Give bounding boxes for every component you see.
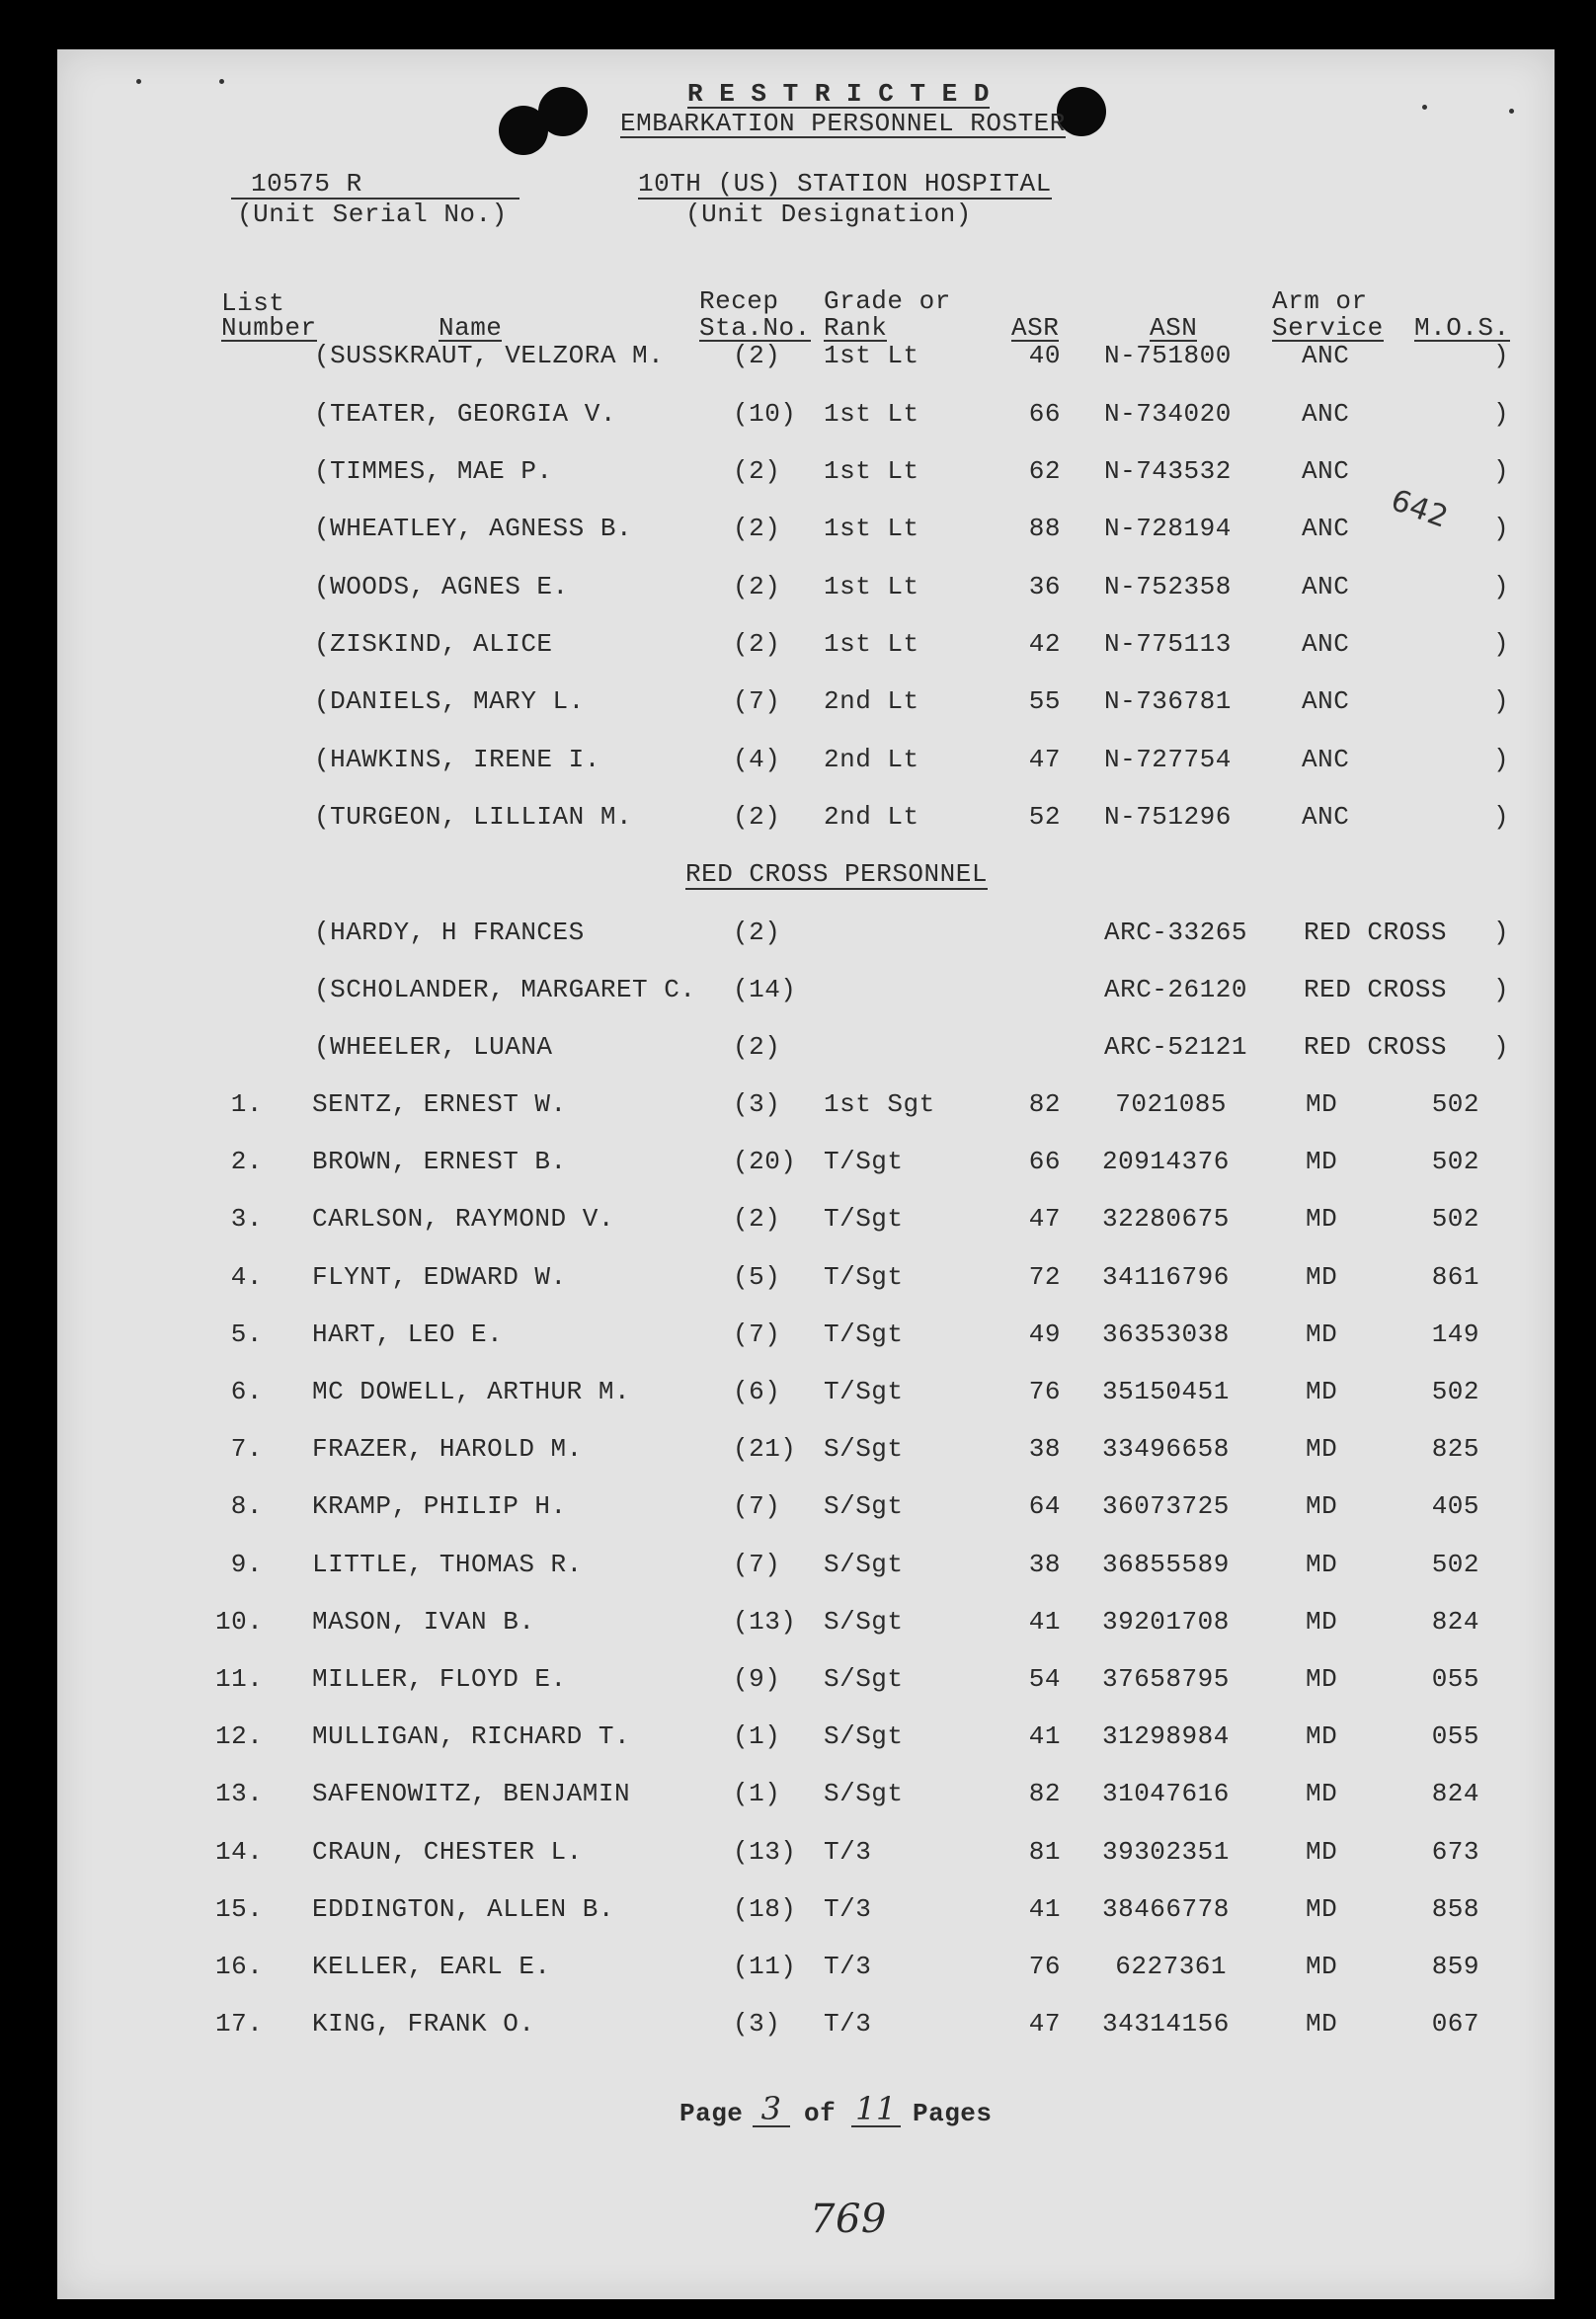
mos-cell: 055 — [1431, 1721, 1479, 1751]
mos-cell: 859 — [1431, 1952, 1479, 1981]
asn-cell: 35150451 — [1102, 1377, 1230, 1406]
asr-cell: 36 — [1028, 572, 1061, 601]
name-cell: CARLSON, RAYMOND V. — [312, 1204, 614, 1234]
col-list-number-1: List — [221, 288, 285, 318]
list-number-cell: 5. — [230, 1319, 263, 1349]
asn-cell: 38466778 — [1102, 1894, 1230, 1924]
arm-cell: RED CROSS — [1304, 918, 1447, 947]
bracket-cell: ) — [1493, 745, 1510, 774]
unit-serial-label: (Unit Serial No.) — [237, 200, 508, 229]
arm-cell: MD — [1306, 1434, 1338, 1464]
arm-cell: RED CROSS — [1304, 975, 1447, 1004]
arm-cell: MD — [1306, 1147, 1338, 1176]
asr-cell: 64 — [1028, 1491, 1061, 1521]
unit-serial-value: 10575 R — [231, 170, 519, 200]
asr-cell: 38 — [1028, 1434, 1061, 1464]
arm-cell: ANC — [1302, 456, 1350, 486]
arm-cell: ANC — [1302, 802, 1350, 832]
grade-cell: S/Sgt — [824, 1779, 904, 1808]
asn-cell: ARC-33265 — [1104, 918, 1247, 947]
station-cell: (7) — [733, 1550, 781, 1579]
station-cell: (2) — [733, 1204, 781, 1234]
name-cell: HART, LEO E. — [312, 1319, 504, 1349]
list-number-cell: 7. — [230, 1434, 263, 1464]
station-cell: (9) — [733, 1664, 781, 1694]
asr-cell: 41 — [1028, 1894, 1061, 1924]
asn-cell: 6227361 — [1115, 1952, 1227, 1981]
grade-cell: 1st Lt — [824, 572, 919, 601]
station-cell: (2) — [733, 1032, 781, 1062]
grade-cell: T/3 — [824, 1837, 872, 1867]
list-number-cell: 1. — [230, 1089, 263, 1119]
col-grade-2: Rank — [824, 313, 888, 343]
station-cell: (4) — [733, 745, 781, 774]
asn-cell: N-751296 — [1104, 802, 1232, 832]
station-cell: (2) — [733, 629, 781, 659]
arm-cell: MD — [1306, 1952, 1338, 1981]
col-recep-1: Recep — [699, 286, 779, 316]
bracket-cell: ) — [1493, 1032, 1510, 1062]
page-total: 11 — [851, 2092, 901, 2127]
asn-cell: 20914376 — [1102, 1147, 1230, 1176]
name-cell: (ZISKIND, ALICE — [314, 629, 553, 659]
asn-cell: 34116796 — [1102, 1262, 1230, 1292]
col-asr: ASR — [1011, 313, 1060, 343]
col-asn: ASN — [1150, 313, 1198, 343]
grade-cell: T/Sgt — [824, 1147, 904, 1176]
asn-cell: N-727754 — [1104, 745, 1232, 774]
document-title: EMBARKATION PERSONNEL ROSTER — [620, 109, 1066, 138]
station-cell: (1) — [733, 1721, 781, 1751]
grade-cell: S/Sgt — [824, 1607, 904, 1637]
arm-cell: ANC — [1302, 745, 1350, 774]
name-cell: KING, FRANK O. — [312, 2009, 535, 2039]
asn-cell: 36353038 — [1102, 1319, 1230, 1349]
margin-note: 642 — [1386, 483, 1453, 535]
grade-cell: T/3 — [824, 1894, 872, 1924]
list-number-cell: 12. — [215, 1721, 264, 1751]
name-cell: EDDINGTON, ALLEN B. — [312, 1894, 614, 1924]
speck — [219, 79, 224, 84]
name-cell: SAFENOWITZ, BENJAMIN — [312, 1779, 631, 1808]
asr-cell: 47 — [1028, 2009, 1061, 2039]
grade-cell: 1st Sgt — [824, 1089, 935, 1119]
grade-cell: 2nd Lt — [824, 802, 919, 832]
name-cell: (TURGEON, LILLIAN M. — [314, 802, 633, 832]
station-cell: (14) — [733, 975, 797, 1004]
of-label: of — [804, 2099, 837, 2128]
mos-cell: 673 — [1431, 1837, 1479, 1867]
asn-cell: 7021085 — [1115, 1089, 1227, 1119]
station-cell: (11) — [733, 1952, 797, 1981]
asn-cell: N-775113 — [1104, 629, 1232, 659]
list-number-cell: 17. — [215, 2009, 264, 2039]
list-number-cell: 8. — [230, 1491, 263, 1521]
asn-cell: ARC-26120 — [1104, 975, 1247, 1004]
list-number-cell: 4. — [230, 1262, 263, 1292]
grade-cell: S/Sgt — [824, 1664, 904, 1694]
asn-cell: 36073725 — [1102, 1491, 1230, 1521]
arm-cell: MD — [1306, 1262, 1338, 1292]
name-cell: FRAZER, HAROLD M. — [312, 1434, 583, 1464]
arm-cell: MD — [1306, 1721, 1338, 1751]
arm-cell: ANC — [1302, 341, 1350, 370]
asr-cell: 76 — [1028, 1952, 1061, 1981]
arm-cell: MD — [1306, 1377, 1338, 1406]
list-number-cell: 13. — [215, 1779, 264, 1808]
asn-cell: 34314156 — [1102, 2009, 1230, 2039]
grade-cell: T/Sgt — [824, 1377, 904, 1406]
grade-cell: S/Sgt — [824, 1721, 904, 1751]
grade-cell: S/Sgt — [824, 1434, 904, 1464]
name-cell: (HARDY, H FRANCES — [314, 918, 585, 947]
asr-cell: 82 — [1028, 1089, 1061, 1119]
station-cell: (2) — [733, 572, 781, 601]
station-cell: (2) — [733, 514, 781, 543]
name-cell: MILLER, FLOYD E. — [312, 1664, 567, 1694]
name-cell: (WOODS, AGNES E. — [314, 572, 569, 601]
name-cell: (SCHOLANDER, MARGARET C. — [314, 975, 696, 1004]
arm-cell: MD — [1306, 1607, 1338, 1637]
asr-cell: 82 — [1028, 1779, 1061, 1808]
arm-cell: MD — [1306, 1491, 1338, 1521]
name-cell: SENTZ, ERNEST W. — [312, 1089, 567, 1119]
station-cell: (20) — [733, 1147, 797, 1176]
punch-hole-left-2 — [538, 87, 588, 136]
grade-cell: S/Sgt — [824, 1491, 904, 1521]
asr-cell: 88 — [1028, 514, 1061, 543]
name-cell: BROWN, ERNEST B. — [312, 1147, 567, 1176]
asr-cell: 66 — [1028, 1147, 1061, 1176]
asn-cell: 37658795 — [1102, 1664, 1230, 1694]
asn-cell: N-728194 — [1104, 514, 1232, 543]
mos-cell: 502 — [1431, 1204, 1479, 1234]
station-cell: (7) — [733, 686, 781, 716]
list-number-cell: 10. — [215, 1607, 264, 1637]
name-cell: MC DOWELL, ARTHUR M. — [312, 1377, 631, 1406]
name-cell: (WHEATLEY, AGNESS B. — [314, 514, 633, 543]
asn-cell: ARC-52121 — [1104, 1032, 1247, 1062]
station-cell: (7) — [733, 1319, 781, 1349]
asr-cell: 38 — [1028, 1550, 1061, 1579]
list-number-cell: 11. — [215, 1664, 264, 1694]
name-cell: (DANIELS, MARY L. — [314, 686, 585, 716]
asr-cell: 52 — [1028, 802, 1061, 832]
asn-cell: 36855589 — [1102, 1550, 1230, 1579]
col-grade-1: Grade or — [824, 286, 951, 316]
col-name: Name — [439, 313, 503, 343]
name-cell: (TIMMES, MAE P. — [314, 456, 553, 486]
asr-cell: 81 — [1028, 1837, 1061, 1867]
asn-cell: N-734020 — [1104, 399, 1232, 429]
asn-cell: 31298984 — [1102, 1721, 1230, 1751]
arm-cell: MD — [1306, 1089, 1338, 1119]
grade-cell: T/3 — [824, 2009, 872, 2039]
mos-cell: 149 — [1431, 1319, 1479, 1349]
bracket-cell: ) — [1493, 456, 1510, 486]
list-number-cell: 15. — [215, 1894, 264, 1924]
station-cell: (13) — [733, 1607, 797, 1637]
list-number-cell: 6. — [230, 1377, 263, 1406]
stamp-number: 769 — [810, 2197, 887, 2242]
mos-cell: 502 — [1431, 1377, 1479, 1406]
name-cell: (TEATER, GEORGIA V. — [314, 399, 616, 429]
unit-designation-value: 10TH (US) STATION HOSPITAL — [638, 169, 1052, 199]
mos-cell: 055 — [1431, 1664, 1479, 1694]
asr-cell: 76 — [1028, 1377, 1061, 1406]
bracket-cell: ) — [1493, 399, 1510, 429]
page-number: 3 — [753, 2092, 790, 2127]
grade-cell: T/Sgt — [824, 1262, 904, 1292]
mos-cell: 502 — [1431, 1550, 1479, 1579]
asr-cell: 72 — [1028, 1262, 1061, 1292]
name-cell: (HAWKINS, IRENE I. — [314, 745, 600, 774]
asr-cell: 41 — [1028, 1607, 1061, 1637]
page-label: Page — [679, 2099, 744, 2128]
mos-cell: 825 — [1431, 1434, 1479, 1464]
grade-cell: 1st Lt — [824, 629, 919, 659]
station-cell: (7) — [733, 1491, 781, 1521]
station-cell: (2) — [733, 341, 781, 370]
bracket-cell: ) — [1493, 514, 1510, 543]
grade-cell: 2nd Lt — [824, 745, 919, 774]
asn-cell: 31047616 — [1102, 1779, 1230, 1808]
station-cell: (2) — [733, 918, 781, 947]
restricted-label: R E S T R I C T E D — [687, 79, 990, 109]
name-cell: MULLIGAN, RICHARD T. — [312, 1721, 631, 1751]
arm-cell: ANC — [1302, 572, 1350, 601]
station-cell: (13) — [733, 1837, 797, 1867]
grade-cell: S/Sgt — [824, 1550, 904, 1579]
asr-cell: 55 — [1028, 686, 1061, 716]
pages-label: Pages — [913, 2099, 993, 2128]
arm-cell: MD — [1306, 1550, 1338, 1579]
col-recep-2: Sta.No. — [699, 313, 811, 343]
asn-cell: 39201708 — [1102, 1607, 1230, 1637]
asr-cell: 66 — [1028, 399, 1061, 429]
grade-cell: T/Sgt — [824, 1204, 904, 1234]
grade-cell: 2nd Lt — [824, 686, 919, 716]
asr-cell: 62 — [1028, 456, 1061, 486]
name-cell: LITTLE, THOMAS R. — [312, 1550, 583, 1579]
arm-cell: ANC — [1302, 514, 1350, 543]
mos-cell: 405 — [1431, 1491, 1479, 1521]
asn-cell: N-743532 — [1104, 456, 1232, 486]
arm-cell: MD — [1306, 1894, 1338, 1924]
station-cell: (10) — [733, 399, 797, 429]
arm-cell: MD — [1306, 1779, 1338, 1808]
arm-cell: RED CROSS — [1304, 1032, 1447, 1062]
list-number-cell: 14. — [215, 1837, 264, 1867]
asr-cell: 41 — [1028, 1721, 1061, 1751]
mos-cell: 861 — [1431, 1262, 1479, 1292]
grade-cell: T/Sgt — [824, 1319, 904, 1349]
name-cell: CRAUN, CHESTER L. — [312, 1837, 583, 1867]
mos-cell: 502 — [1431, 1089, 1479, 1119]
col-mos: M.O.S. — [1414, 313, 1510, 343]
bracket-cell: ) — [1493, 629, 1510, 659]
asn-cell: N-736781 — [1104, 686, 1232, 716]
unit-designation-label: (Unit Designation) — [685, 200, 972, 229]
bracket-cell: ) — [1493, 686, 1510, 716]
list-number-cell: 2. — [230, 1147, 263, 1176]
speck — [1509, 109, 1514, 114]
station-cell: (5) — [733, 1262, 781, 1292]
mos-cell: 858 — [1431, 1894, 1479, 1924]
grade-cell: 1st Lt — [824, 514, 919, 543]
station-cell: (21) — [733, 1434, 797, 1464]
arm-cell: MD — [1306, 1319, 1338, 1349]
col-arm-1: Arm or — [1272, 286, 1368, 316]
name-cell: KELLER, EARL E. — [312, 1952, 551, 1981]
grade-cell: 1st Lt — [824, 399, 919, 429]
bracket-cell: ) — [1493, 975, 1510, 1004]
speck — [1422, 105, 1427, 110]
name-cell: FLYNT, EDWARD W. — [312, 1262, 567, 1292]
col-arm-2: Service — [1272, 313, 1384, 343]
col-list-number-2: Number — [221, 313, 317, 343]
station-cell: (3) — [733, 2009, 781, 2039]
asr-cell: 42 — [1028, 629, 1061, 659]
mos-cell: 824 — [1431, 1779, 1479, 1808]
arm-cell: ANC — [1302, 686, 1350, 716]
arm-cell: ANC — [1302, 629, 1350, 659]
asn-cell: 39302351 — [1102, 1837, 1230, 1867]
asn-cell: N-751800 — [1104, 341, 1232, 370]
red-cross-heading: RED CROSS PERSONNEL — [685, 859, 988, 889]
station-cell: (6) — [733, 1377, 781, 1406]
name-cell: (SUSSKRAUT, VELZORA M. — [314, 341, 665, 370]
asr-cell: 47 — [1028, 1204, 1061, 1234]
grade-cell: 1st Lt — [824, 341, 919, 370]
bracket-cell: ) — [1493, 918, 1510, 947]
station-cell: (1) — [733, 1779, 781, 1808]
grade-cell: 1st Lt — [824, 456, 919, 486]
station-cell: (18) — [733, 1894, 797, 1924]
arm-cell: MD — [1306, 1664, 1338, 1694]
speck — [136, 79, 141, 84]
list-number-cell: 3. — [230, 1204, 263, 1234]
mos-cell: 067 — [1431, 2009, 1479, 2039]
arm-cell: MD — [1306, 1837, 1338, 1867]
name-cell: MASON, IVAN B. — [312, 1607, 535, 1637]
station-cell: (2) — [733, 456, 781, 486]
asr-cell: 40 — [1028, 341, 1061, 370]
arm-cell: MD — [1306, 1204, 1338, 1234]
asr-cell: 54 — [1028, 1664, 1061, 1694]
asr-cell: 47 — [1028, 745, 1061, 774]
name-cell: (WHEELER, LUANA — [314, 1032, 553, 1062]
list-number-cell: 9. — [230, 1550, 263, 1579]
grade-cell: T/3 — [824, 1952, 872, 1981]
bracket-cell: ) — [1493, 341, 1510, 370]
asn-cell: N-752358 — [1104, 572, 1232, 601]
arm-cell: ANC — [1302, 399, 1350, 429]
bracket-cell: ) — [1493, 802, 1510, 832]
asn-cell: 32280675 — [1102, 1204, 1230, 1234]
list-number-cell: 16. — [215, 1952, 264, 1981]
asn-cell: 33496658 — [1102, 1434, 1230, 1464]
mos-cell: 824 — [1431, 1607, 1479, 1637]
mos-cell: 502 — [1431, 1147, 1479, 1176]
name-cell: KRAMP, PHILIP H. — [312, 1491, 567, 1521]
station-cell: (2) — [733, 802, 781, 832]
station-cell: (3) — [733, 1089, 781, 1119]
arm-cell: MD — [1306, 2009, 1338, 2039]
bracket-cell: ) — [1493, 572, 1510, 601]
asr-cell: 49 — [1028, 1319, 1061, 1349]
